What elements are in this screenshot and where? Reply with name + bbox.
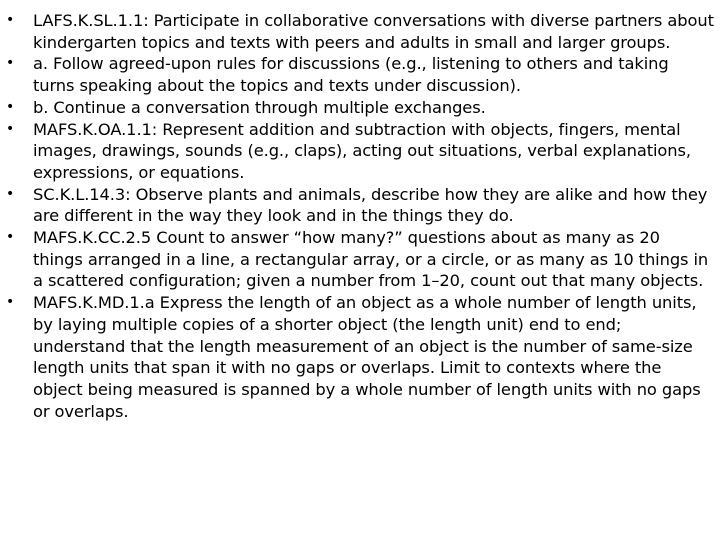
list-item-sc-k-l-14-3 bbox=[6, 184, 714, 227]
list-item-lafs-k-sl-1-1 bbox=[6, 10, 714, 53]
list-item-discussion-rules bbox=[6, 53, 714, 96]
list-item-text: b. Continue a conversation through multiple exchanges. bbox=[33, 97, 486, 117]
list-item-mafs-k-cc-2-5 bbox=[6, 227, 714, 292]
list-item-text: MAFS.K.MD.1.a Express the length of an object as a whole number of length units, by laying multiple copies of a shorter object (the length unit) end to end; understand that the length measurement of an object is the number of same-size length units that span it with no gaps or overlaps. Limit to contexts where the object being measured is spanned by a whole number of length units with no gaps or overlaps. bbox=[33, 293, 701, 421]
bullet-icon: • bbox=[6, 294, 15, 311]
list-item-text: SC.K.L.14.3: Observe plants and animals, describe how they are alike and how they are different in the way they look and in the things they do. bbox=[33, 184, 708, 226]
bullet-icon: • bbox=[6, 12, 15, 28]
bullet-icon: • bbox=[6, 229, 15, 246]
bullet-icon: • bbox=[6, 120, 15, 137]
list-item-text: a. Follow agreed-upon rules for discussions (e.g., listening to others and taking turns speaking about the topics and texts under discussion). bbox=[33, 54, 669, 96]
bullet-icon: • bbox=[6, 185, 15, 202]
list-item-mafs-k-md-1-a bbox=[6, 292, 714, 422]
list-item-continue-conversation bbox=[6, 97, 714, 119]
list-item-text: MAFS.K.OA.1.1: Represent addition and subtraction with objects, fingers, mental images, drawings, sounds (e.g., claps), acting out situations, verbal explanations, expressions, or equations. bbox=[33, 119, 691, 182]
bullet-icon: • bbox=[6, 98, 15, 115]
standards-bullet-list bbox=[6, 10, 714, 422]
list-item-text: MAFS.K.CC.2.5 Count to answer “how many?” questions about as many as 20 things arranged in a line, a rectangular array, or a circle, or as many as 10 things in a scattered configuration; given a number from 1–20, count out that many objects. bbox=[33, 228, 709, 291]
list-item-text: LAFS.K.SL.1.1: Participate in collaborative conversations with diverse partners about kindergarten topics and texts with peers and adults in small and larger groups. bbox=[33, 11, 714, 52]
bullet-icon: • bbox=[6, 55, 15, 72]
list-item-mafs-k-oa-1-1 bbox=[6, 119, 714, 184]
